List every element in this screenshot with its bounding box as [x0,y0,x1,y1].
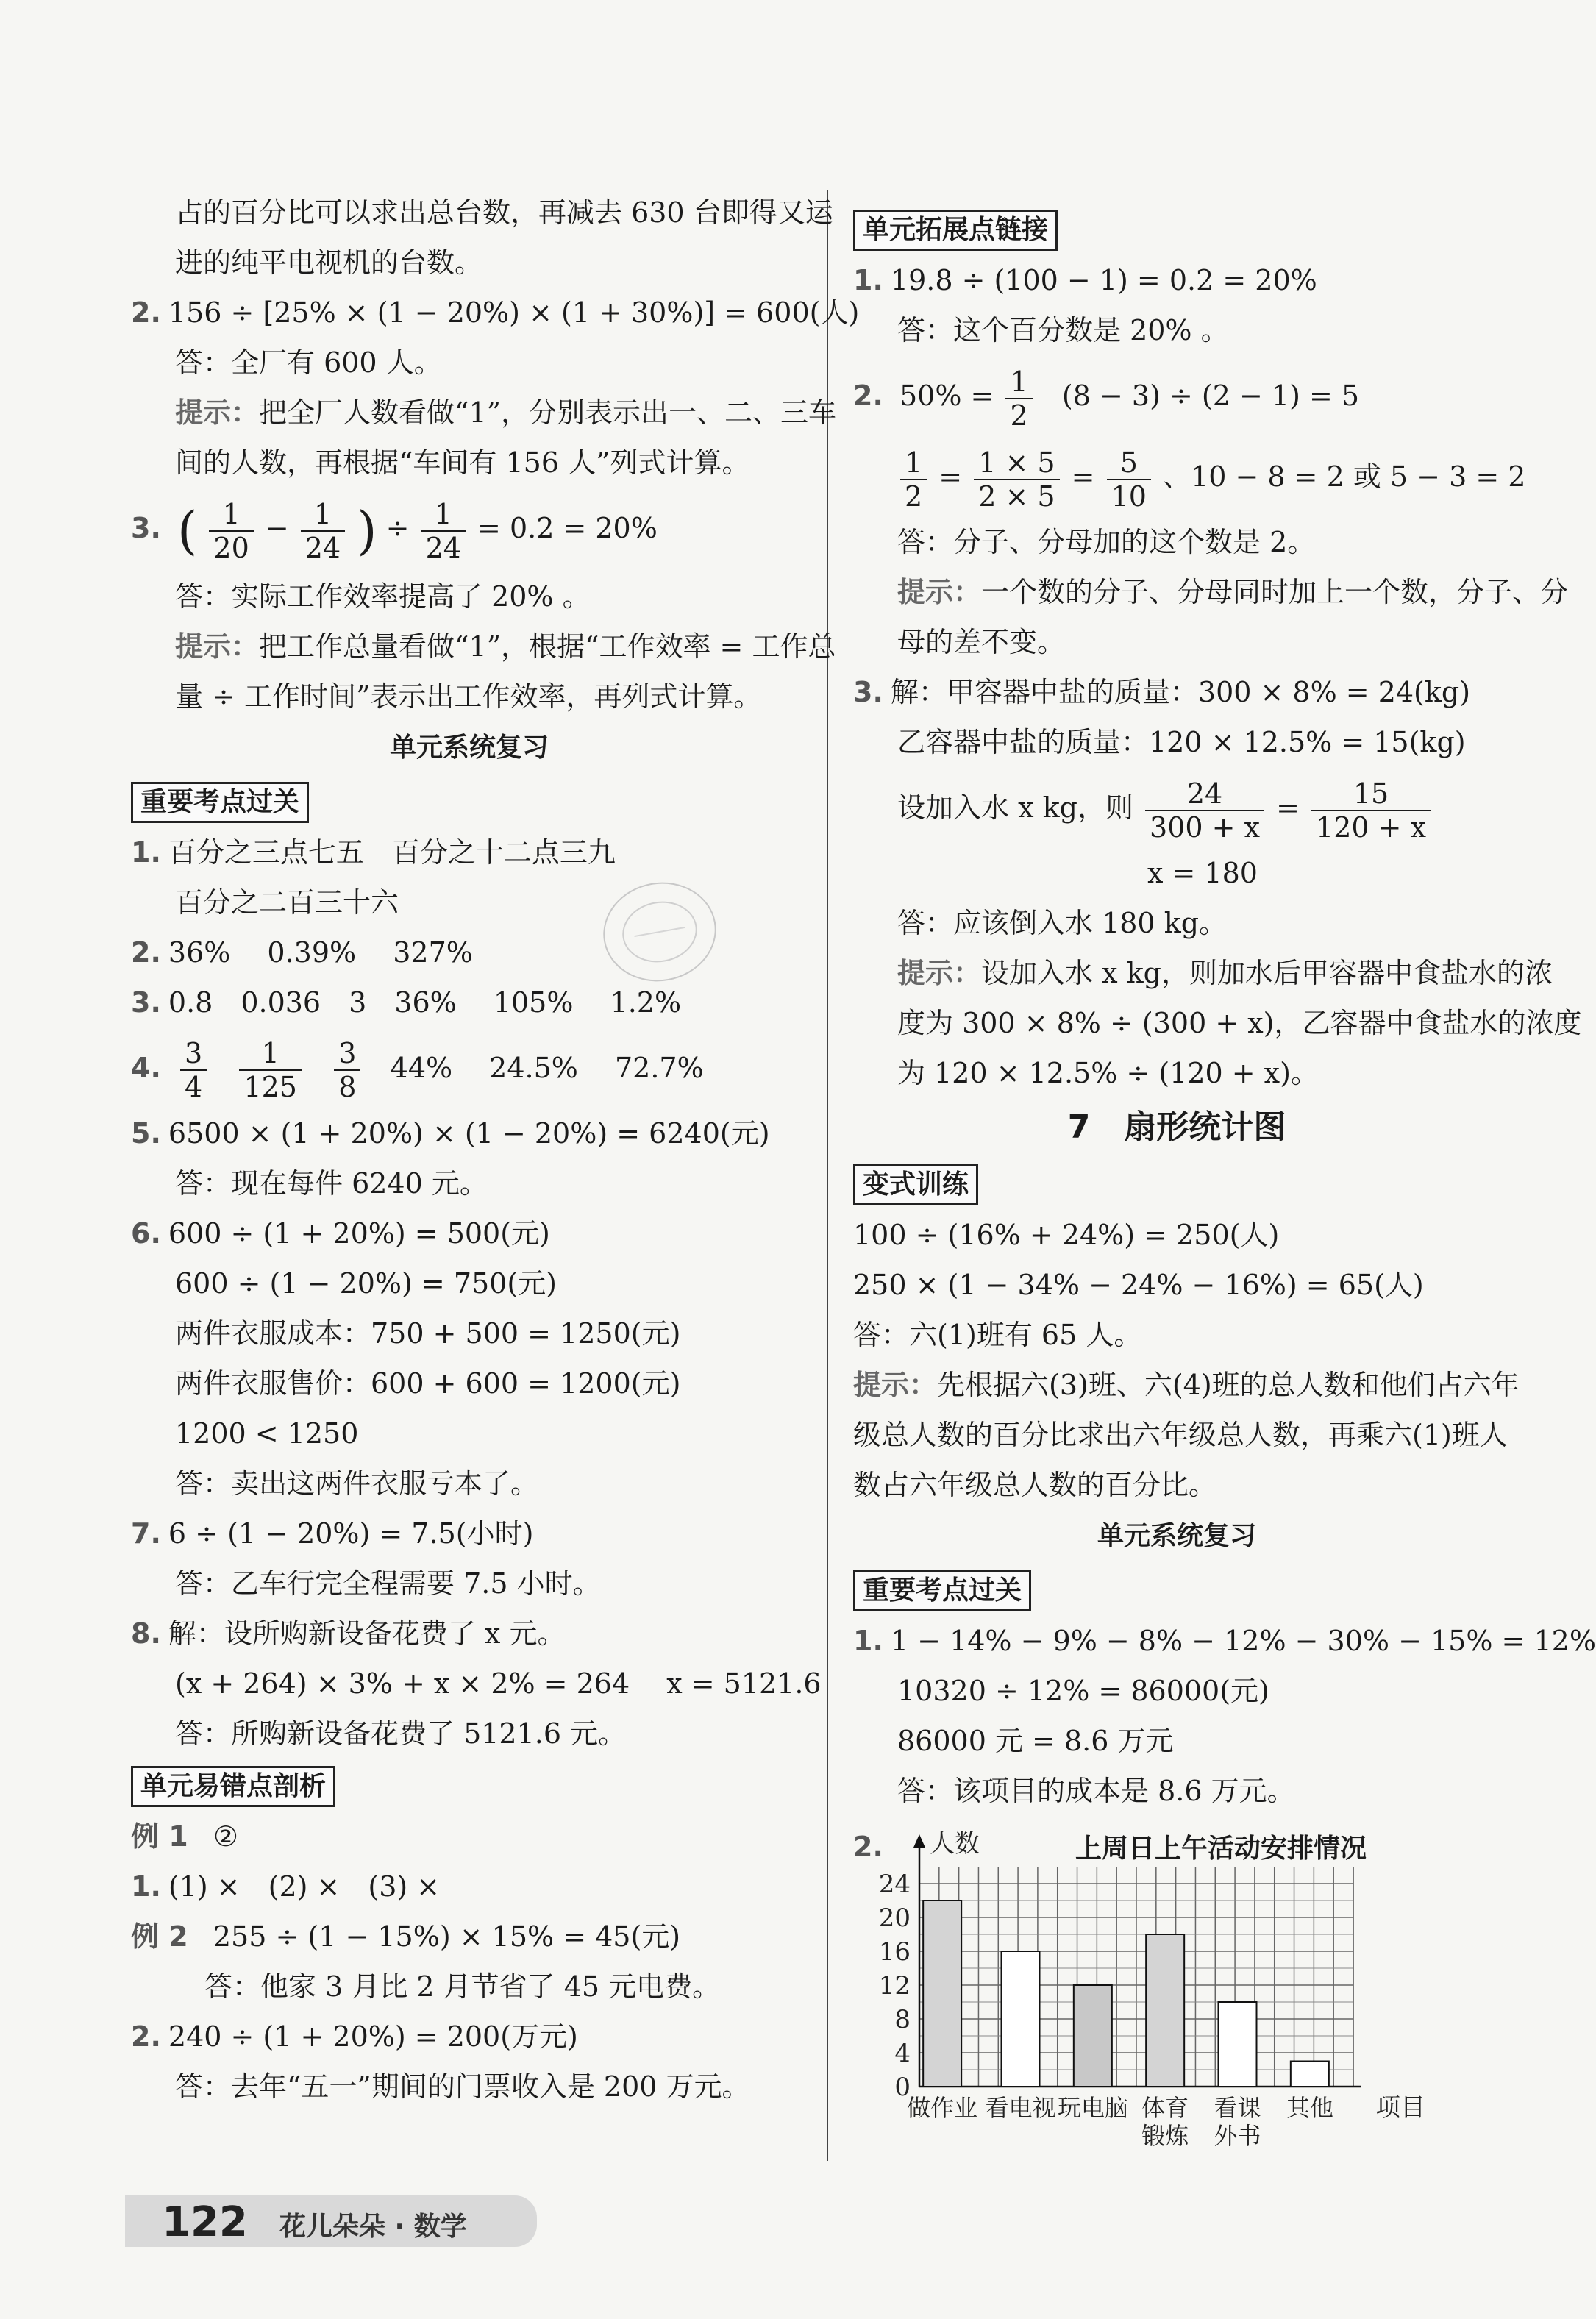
denominator: 125 [243,1071,297,1103]
text: 解：设所购新设备花费了 x 元。 [168,1617,566,1650]
key-4 [131,1027,808,1108]
text: 0.8 0.036 3 36% 105% 1.2% [168,986,682,1019]
section-box-label: 重要考点过关 [131,782,309,823]
x-tick-label: 体育 [1141,2094,1189,2122]
numerator: 1 [1005,366,1032,399]
operator: = [1276,791,1300,824]
y-tick-label: 16 [878,1937,911,1967]
bar [923,1901,961,2087]
y-tick-label: 4 [894,2039,911,2068]
key-2-chart-block [853,1822,1500,2150]
denominator: 2 × 5 [978,480,1055,513]
chart-title: 上周日上午活动安排情况 [1075,1834,1367,1864]
tip-text: 级总人数的百分比求出六年级总人数，再乘六(1)班人 [853,1419,1508,1451]
x-tick-label: 看课 [1214,2094,1261,2122]
answer-text: 答：所购新设备花费了 5121.6 元。 [175,1717,627,1750]
item-number: 1. [131,836,161,869]
tip-text: 数占六年级总人数的百分比。 [853,1469,1217,1501]
item-number: 4. [131,1051,161,1084]
answer-text: 答：卖出这两件衣服亏本了。 [175,1467,539,1500]
equation: x = 180 [1147,857,1258,889]
key-1 [131,827,808,877]
text: (1) × (2) × (3) × [168,1870,441,1903]
book-title: 花儿朵朵 · 数学 [279,2212,467,2242]
x-axis-label: 项目 [1375,2093,1425,2123]
answer-text: 答：应该倒入水 180 kg。 [897,907,1228,939]
text: ② [213,1820,238,1853]
fraction [974,446,1059,513]
answer-text: 答：现在每件 6240 元。 [175,1166,488,1200]
example-2 [131,1912,808,1962]
item-number: 2. [131,936,161,969]
section-box-label: 单元拓展点链接 [853,210,1058,251]
key-1 [853,1616,1596,1666]
bar [1146,1934,1184,2087]
fraction [1311,777,1431,844]
item-number: 8. [131,1617,161,1650]
tip-text: 母的差不变。 [897,626,1066,658]
item-number: 3. [131,986,161,1019]
denominator: 2 [1010,399,1028,432]
fraction [180,1037,207,1103]
numerator: 1 [209,498,253,532]
numerator: 1 [900,446,927,480]
text: 44% 24.5% 72.7% [390,1051,704,1084]
text: 36% 0.39% 327% [168,936,473,969]
answer-text: 答：分子、分母加的这个数是 2。 [897,526,1316,558]
tip-text: 间的人数，再根据“车间有 156 人”列式计算。 [175,446,750,479]
text: 百分之三点七五 百分之十二点三九 [168,836,616,869]
item-number: 1. [131,1870,161,1903]
numerator: 1 [301,498,345,532]
fraction [301,498,345,564]
y-axis-label: 人数 [930,1829,980,1859]
equation: 255 ÷ (1 − 15%) × 15% = 45(元) [213,1920,681,1953]
ext-3 [853,667,1500,717]
item-number: 2. [853,380,883,412]
tip-text: 度为 300 × 8% ÷ (300 + x)，乙容器中食盐水的浓度 [897,1007,1582,1039]
answer-text: 答：这个百分数是 20% 。 [897,314,1229,346]
numerator: 1 × 5 [974,446,1059,480]
equation: 6500 × (1 + 20%) × (1 − 20%) = 6240(元) [168,1116,770,1150]
answer-text: 答：实际工作效率提高了 20% 。 [175,580,591,613]
right-column [853,195,1596,2150]
denominator: 4 [184,1071,203,1103]
section-title: 单元系统复习 [389,732,549,763]
ext-3-equation [853,767,1500,848]
item-number: 3. [853,676,883,708]
equation: 10320 ÷ 12% = 86000(元) [897,1675,1269,1707]
x-tick-label: 看电视 [985,2094,1056,2122]
tip-text: 量 ÷ 工作时间”表示出工作效率，再列式计算。 [175,680,762,713]
y-tick-label: 20 [878,1903,911,1933]
text-line: 乙容器中盐的质量：120 × 12.5% = 15(kg) [897,726,1466,758]
tip-label: 提示： [175,630,260,663]
equation: (x + 264) × 3% + x × 2% = 264 x = 5121.6 [175,1667,822,1700]
key-6 [131,1208,808,1258]
numerator: 1 [421,498,466,532]
tip [853,567,1569,617]
example-label: 例 2 [131,1920,188,1953]
tip-label: 提示： [897,957,982,989]
item-number: 6. [131,1217,161,1250]
answer-text: 答：乙车行完全程需要 7.5 小时。 [175,1567,601,1600]
tip [131,388,837,438]
tip [853,948,1553,998]
x-tick-label: 玩电脑 [1057,2094,1128,2122]
equation: 两件衣服成本：750 + 500 = 1250(元) [175,1317,681,1350]
equation: 600 ÷ (1 + 20%) = 500(元) [168,1217,550,1250]
answer-text: 答：该项目的成本是 8.6 万元。 [897,1775,1295,1807]
text-line: 百分之二百三十六 [175,886,399,919]
fraction [209,498,253,564]
example-1 [131,1812,808,1862]
equation: 6 ÷ (1 − 20%) = 7.5(小时) [168,1517,534,1550]
bar [1074,1985,1112,2087]
answer-text: 答：去年“五一”期间的门票收入是 200 万元。 [175,2070,750,2103]
denominator: 20 [213,531,249,564]
fraction [1005,366,1032,432]
answer-text: 答：六(1)班有 65 人。 [853,1319,1142,1351]
text-line: 进的纯平电视机的台数。 [175,246,483,279]
fraction [1107,446,1151,513]
paren: ) [357,500,377,561]
bar [1219,2002,1257,2087]
equation: 1 − 14% − 9% − 8% − 12% − 30% − 15% = 12% [890,1625,1596,1657]
x-tick-label: 其他 [1286,2094,1333,2122]
text: 设加入水 x kg，则 [897,791,1133,824]
answer-2 [131,288,860,338]
denominator: 10 [1111,480,1147,513]
numerator: 1 [239,1037,302,1071]
tip-text: 一个数的分子、分母同时加上一个数，分子、分 [981,576,1569,608]
numerator: 24 [1145,777,1264,811]
bar [1291,2062,1329,2087]
tip-text: 把全厂人数看做“1”，分别表示出一、二、三车 [259,396,837,429]
item-number: 1. [853,1625,883,1657]
key-3 [131,977,808,1027]
equation: (8 − 3) ÷ (2 − 1) = 5 [1061,380,1360,412]
chapter-number: 7 [1067,1108,1091,1146]
equation: 两件衣服售价：600 + 600 = 1200(元) [175,1367,681,1400]
column-divider [827,190,828,2161]
err-2 [131,2012,808,2062]
ext-1 [853,255,1500,305]
tip-label: 提示： [175,396,260,429]
equation: 156 ÷ [25% × (1 − 20%) × (1 + 30%)] = 600(人) [168,296,860,329]
equation: 86000 元 = 8.6 万元 [897,1725,1174,1757]
denominator: 24 [304,531,341,564]
section-box-label: 单元易错点剖析 [131,1766,335,1807]
err-1 [131,1862,808,1912]
denominator: 2 [905,480,923,513]
key-7 [131,1508,808,1559]
operator: − [265,512,289,544]
fraction [334,1037,360,1103]
equation: 250 × (1 − 34% − 24% − 16%) = 65(人) [853,1269,1424,1301]
section-box-label: 重要考点过关 [853,1570,1031,1611]
equation: 240 ÷ (1 + 20%) = 200(万元) [168,2020,578,2053]
chapter-title [853,1098,1500,1157]
denominator: 24 [425,531,461,564]
page-footer [125,2195,537,2247]
answer-text: 答：全厂有 600 人。 [175,346,442,379]
y-tick-label: 24 [878,1870,911,1899]
operator: = [1071,460,1095,493]
tip-label: 提示： [897,576,982,608]
denominator: 300 + x [1150,811,1261,844]
equation: = 0.2 = 20% [477,512,658,544]
equation: 600 ÷ (1 − 20%) = 750(元) [175,1267,557,1300]
item-number: 1. [853,264,883,296]
ext-2-fractions [853,436,1526,517]
item-number: 3. [131,512,161,544]
y-tick-label: 12 [878,1971,911,2001]
page-number: 122 [162,2198,248,2246]
y-tick-label: 8 [894,2005,911,2034]
tip-text: 把工作总量看做“1”，根据“工作效率 = 工作总 [259,630,836,663]
ext-2 [853,355,1500,436]
text: 50% = [899,380,994,412]
paren: ( [177,500,198,561]
fraction [900,446,927,513]
numerator: 3 [334,1037,360,1071]
fraction [239,1037,302,1103]
text-line: 占的百分比可以求出总台数，再减去 630 台即得又运 [175,196,833,229]
key-8 [131,1609,808,1659]
denominator: 120 + x [1316,811,1427,844]
stamp-graphic [614,892,705,972]
text: 解：甲容器中盐的质量：300 × 8% = 24(kg) [890,676,1471,708]
item-number: 2. [853,1831,883,1863]
answer-3 [131,488,808,571]
numerator: 15 [1311,777,1431,811]
numerator: 3 [180,1037,207,1071]
fraction [1145,777,1264,844]
denominator: 8 [338,1071,357,1103]
tip [853,1360,1520,1410]
tip-text: 为 120 × 12.5% ÷ (120 + x)。 [897,1057,1319,1089]
x-tick-label: 做作业 [907,2094,978,2122]
equation: 100 ÷ (16% + 24%) = 250(人) [853,1219,1280,1251]
left-column [131,188,860,2112]
item-number: 2. [131,2020,161,2053]
equation: 、10 − 8 = 2 或 5 − 3 = 2 [1163,460,1526,493]
tip-text: 先根据六(3)班、六(4)班的总人数和他们占六年 [937,1369,1520,1401]
fraction [421,498,466,564]
x-tick-label: 锻炼 [1141,2122,1189,2150]
chapter-name: 扇形统计图 [1124,1108,1286,1146]
item-number: 7. [131,1517,161,1550]
answer-text: 答：他家 3 月比 2 月节省了 45 元电费。 [204,1970,721,2003]
operator: ÷ [385,512,410,544]
section-box-label: 变式训练 [853,1164,978,1205]
tip-label: 提示： [853,1369,938,1401]
equation: 19.8 ÷ (100 − 1) = 0.2 = 20% [890,264,1317,296]
numerator: 5 [1107,446,1151,480]
equation: 1200 < 1250 [175,1417,359,1450]
tip-text: 设加入水 x kg，则加水后甲容器中食盐水的浓 [981,957,1553,989]
operator: = [938,460,963,493]
item-number: 2. [131,296,161,329]
item-number: 5. [131,1116,161,1150]
tip [131,621,836,672]
x-tick-label: 外书 [1214,2122,1261,2150]
bar [1002,1951,1040,2087]
key-5 [131,1108,808,1158]
section-title: 单元系统复习 [1097,1521,1256,1551]
example-label: 例 1 [131,1820,188,1853]
y-tick-label: 0 [894,2073,911,2102]
